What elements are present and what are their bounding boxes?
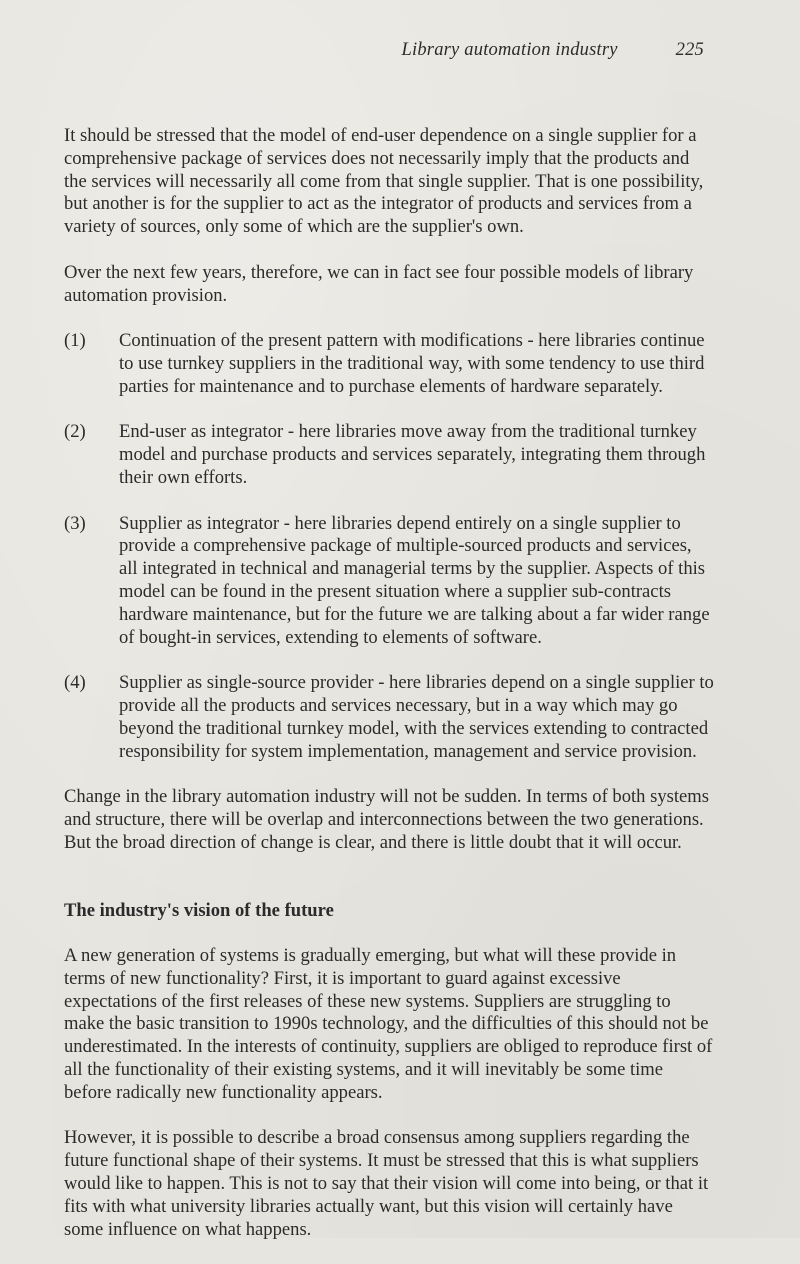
running-title: Library automation industry bbox=[401, 40, 618, 60]
list-item-text: Supplier as single-source provider - here libraries depend on a single supplier to provide all the products and services necessary, but in a way which may go beyond the traditional turnkey model, with the services extending to contracted responsibility for system implementation, management and service provision. bbox=[119, 672, 714, 762]
list-item-number: (1) bbox=[64, 330, 86, 352]
list-item bbox=[64, 421, 714, 489]
paragraph: A new generation of systems is gradually emerging, but what will these provide in terms of new functionality? First, it is important to guard against excessive expectations of the first releases of these new systems. Suppliers are struggling to make the basic transition to 1990s technology, and the difficulties of this should not be underestimated. In the interests of continuity, suppliers are obliged to reproduce first of all the functionality of their existing systems, and it will inevitably be some time before radically new functionality appears. bbox=[64, 945, 713, 1103]
paragraph: It should be stressed that the model of end-user dependence on a single supplier for a comprehensive package of services does not necessarily imply that the products and the services will necessarily all come from that single supplier. That is one possibility, but another is for the supplier to act as the integrator of products and services from a variety of sources, only some of which are the supplier's own. bbox=[64, 125, 704, 238]
list-item-text: End-user as integrator - here libraries move away from the traditional turnkey model and purchase products and services separately, integrating them through their own efforts. bbox=[119, 421, 706, 488]
list-item-number: (4) bbox=[64, 672, 86, 694]
list-item bbox=[64, 672, 714, 763]
running-header bbox=[0, 40, 704, 61]
list-item-number: (2) bbox=[64, 421, 86, 443]
paragraph: However, it is possible to describe a broad consensus among suppliers regarding the future functional shape of their systems. It must be stressed that this is what suppliers would like to happen. This is not to say that their vision will come into being, or that it fits with what university libraries actually want, but this vision will certainly have some influence on what happens. bbox=[64, 1127, 709, 1240]
page-number: 225 bbox=[675, 40, 704, 60]
section-heading: The industry's vision of the future bbox=[64, 899, 334, 921]
list-item-text: Supplier as integrator - here libraries depend entirely on a single supplier to provide a comprehensive package of multiple-sourced products and services, all integrated in technical and managerial terms by the supplier. Aspects of this model can be found in the present situation where a supplier sub-contracts hardware maintenance, but for the future we are talking about a far wider range of bought-in services, extending to elements of software. bbox=[119, 512, 710, 648]
list-item-text: Continuation of the present pattern with modifications - here libraries continue to use turnkey suppliers in the traditional way, with some tendency to use third parties for maintenance and to purchase elements of hardware separately. bbox=[119, 330, 705, 397]
list-item-number: (3) bbox=[64, 512, 86, 534]
list-item bbox=[64, 513, 714, 650]
paragraph: Over the next few years, therefore, we can in fact see four possible models of library automation provision. bbox=[64, 261, 694, 306]
list-item bbox=[64, 330, 714, 398]
body-text bbox=[64, 125, 714, 1264]
paragraph: Change in the library automation industry will not be sudden. In terms of both systems and structure, there will be overlap and interconnections between the two generations. But the broad direction of change is clear, and there is little doubt that it will occur. bbox=[64, 786, 710, 853]
